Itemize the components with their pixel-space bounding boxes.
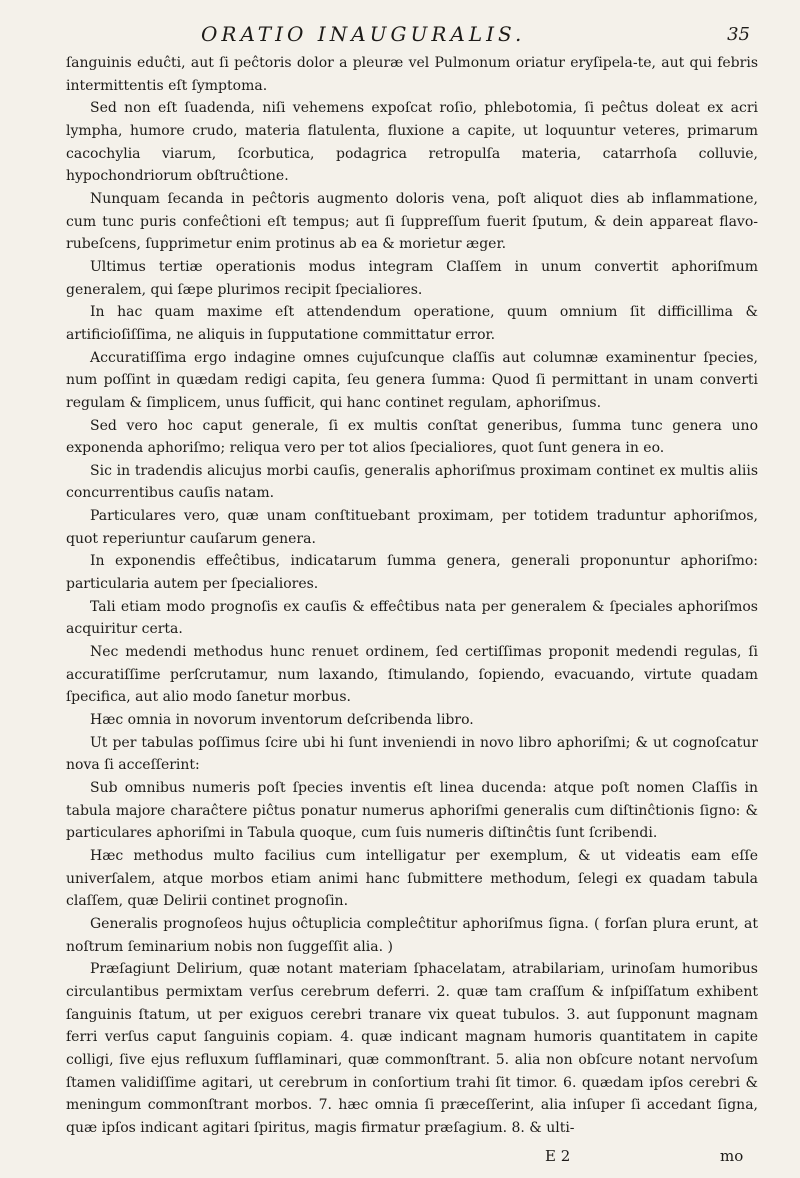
paragraph: Ut per tabulas poſſimus ſcire ubi hi ſunt inveniendi in novo libro aphoriſmi; & ut cognoſcatur nova ſi acceſſerint: [66, 734, 758, 774]
paragraph: Sed non eſt ſuadenda, niſi vehemens expoſcat roſio, phlebotomia, ſi peĉtus doleat ex acri lympha, humore crudo, materia flatulenta, fluxione a capite, ut loquuntur veteres, primarum cacochylia viarum, ſcorbutica, podagrica retropulſa materia, catarrhoſa colluvie, hypochondriorum obſtruĉtione. [66, 100, 758, 185]
paragraph: Sed vero hoc caput generale, ſi ex multis conſtat generibus, ſumma tunc genera uno exponenda aphoriſmo; reliqua vero per tot alios ſpecialiores, quot ſunt genera in eo. [66, 417, 758, 457]
page-header [66, 22, 758, 52]
paragraph: Tali etiam modo prognoſis ex cauſis & effeĉtibus nata per generalem & ſpeciales aphoriſmos acquiritur certa. [66, 598, 758, 638]
paragraph: Particulares vero, quæ unam conſtituebant proximam, per totidem traduntur aphoriſmos, quot reperiuntur cauſarum genera. [66, 508, 758, 547]
paragraph: Nec medendi methodus hunc renuet ordinem, ſed certiſſimas proponit medendi regulas, ſi accuratiſſime perſcrutamur, num laxando, ſtimulando, ſopiendo, evacuando, virtute quadam ſpecifica, aut alio modo ſanetur morbus. [66, 644, 758, 706]
paragraph: Præſagiunt Delirium, quæ notant materiam ſphacelatam, atrabilariam, urinoſam humoribus circulantibus permixtam verſus cerebrum deferri. 2. quæ tam craſſum & inſpiſſatum exhibent ſanguinis ſtatum, ut per exiguos cerebri tranare vix queat tubulos. 3. aut ſupponunt magnam ferri verſus caput ſanguinis copiam. 4. quæ indicant magnam humoris quantitatem in capite colligi, ſive ejus refluxum ſufflaminari, quæ commonſtrant. 5. alia non obſcure notant nervoſum ſtamen validiſſime agitari, ut cerebrum in conſortium trahi ſit timor. 6. quædam ipſos cerebri & meningum commonſtrant morbos. 7. hæc omnia ſi præceſſerint, alia inſuper ſi accedant ſigna, quæ ipſos indicant agitari ſpiritus, magis firmatur præſagium. 8. & ulti- [66, 961, 758, 1136]
signature-mark: E 2 [545, 1147, 571, 1165]
paragraph: Hæc methodus multo facilius cum intelligatur per exemplum, & ut videatis eam eſſe univerſalem, atque morbos etiam animi hanc ſubmittere methodum, ſelegi ex quadam tabula claſſem, quæ Delirii continet prognoſin. [66, 847, 758, 910]
page-footer [0, 1147, 800, 1171]
running-title: ORATIO INAUGURALIS. [201, 22, 526, 46]
paragraph: Hæc omnia in novorum inventorum deſcribenda libro. [90, 712, 474, 729]
paragraph: In hac quam maxime eſt attendendum operatione, quum omnium ſit difficillima & artificioſiſſima, ne aliquis in ſupputatione committatur error. [66, 304, 758, 343]
paragraph: Sic in tradendis alicujus morbi cauſis, generalis aphoriſmus proximam continet ex multis aliis concurrentibus cauſis natam. [66, 462, 758, 502]
paragraph: Sub omnibus numeris poſt ſpecies inventis eſt linea ducenda: atque poſt nomen Claſſis in tabula majore charaĉtere piĉtus ponatur numerus aphoriſmi generalis cum diſtinĉtionis ſigno: & particulares aphoriſmi in Tabula quoque, cum ſuis numeris diſtinĉtis ſunt ſcribendi. [66, 780, 758, 842]
paragraph: Nunquam ſecanda in peĉtoris augmento doloris vena, poſt aliquot dies ab inflammatione, cum tunc puris confeĉtioni eſt tempus; aut ſi ſuppreſſum fuerit ſputum, & dein appareat flavo-rubeſcens, ſupprimetur enim protinus ab ea & morietur æger. [66, 190, 758, 253]
body-text [66, 52, 758, 1140]
page-number: 35 [727, 24, 750, 45]
catchword: mo [720, 1147, 744, 1165]
paragraph: In exponendis effeĉtibus, indicatarum ſumma genera, generali proponuntur aphoriſmo: particularia autem per ſpecialiores. [66, 553, 758, 593]
paragraph: Generalis prognoſeos hujus oĉtuplicia compleĉtitur aphoriſmus ſigna. ( forſan plura erunt, at noſtrum ſeminarium nobis non ſuggeſſit alia. ) [66, 915, 758, 955]
paragraph: Ultimus tertiæ operationis modus integram Claſſem in unum convertit aphoriſmum generalem, qui ſæpe plurimos recipit ſpecialiores. [66, 258, 758, 298]
paragraph: Accuratiſſima ergo indagine omnes cujuſcunque claſſis aut columnæ examinentur ſpecies, num poſſint in quædam redigi capita, ſeu genera ſumma: Quod ſi permittant in unam converti regulam & ſimplicem, unus ſufficit, qui hanc continet regulam, aphoriſmus. [66, 349, 758, 411]
paragraph: ſanguinis eduĉti, aut ſi peĉtoris dolor a pleuræ vel Pulmonum oriatur eryſipela-te, aut qui febris intermittentis eſt ſymptoma. [66, 55, 758, 94]
